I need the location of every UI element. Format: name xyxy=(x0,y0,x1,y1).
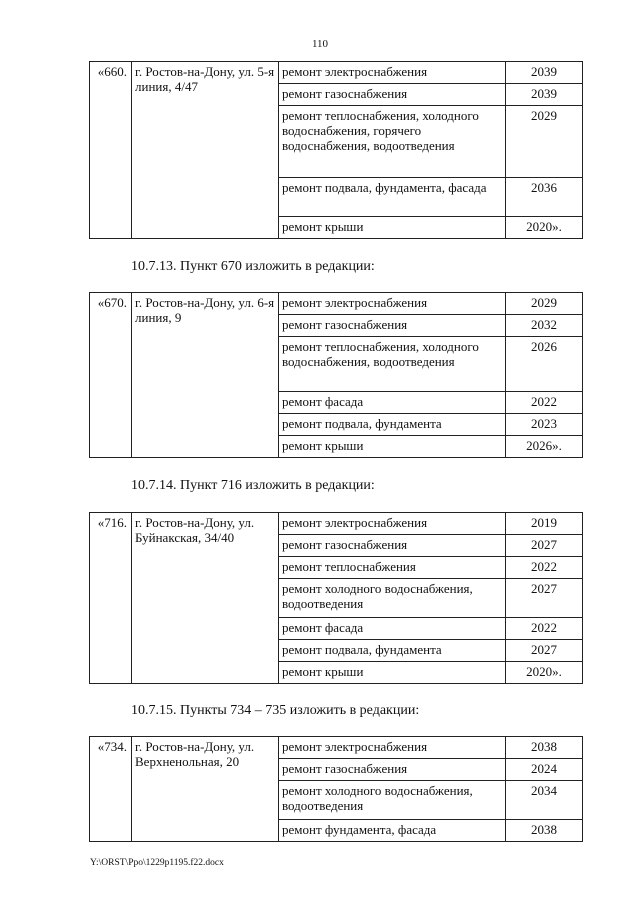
item-address: г. Ростов-на-Дону, ул. Верхненольная, 20 xyxy=(132,737,279,842)
year-cell: 2036 xyxy=(506,178,583,217)
year-cell: 2034 xyxy=(506,781,583,820)
table-item-734 xyxy=(89,736,583,842)
year-cell: 2029 xyxy=(506,106,583,178)
item-number: «660. xyxy=(90,62,132,239)
page-number: 110 xyxy=(311,38,329,50)
year-cell: 2039 xyxy=(506,84,583,106)
work-cell: ремонт крыши xyxy=(279,217,506,239)
section-heading-716: 10.7.14. Пункт 716 изложить в редакции: xyxy=(131,478,375,493)
year-cell: 2039 xyxy=(506,62,583,84)
work-cell: ремонт газоснабжения xyxy=(279,84,506,106)
work-cell: ремонт теплоснабжения, холодного водоснабжения, горячего водоснабжения, водоотведения xyxy=(279,106,506,178)
year-cell: 2020». xyxy=(506,662,583,684)
work-cell: ремонт газоснабжения xyxy=(279,315,506,337)
year-cell: 2038 xyxy=(506,820,583,842)
work-cell: ремонт электроснабжения xyxy=(279,293,506,315)
table-item-670 xyxy=(89,292,583,458)
item-address: г. Ростов-на-Дону, ул. 5-я линия, 4/47 xyxy=(132,62,279,239)
year-cell: 2023 xyxy=(506,414,583,436)
work-cell: ремонт электроснабжения xyxy=(279,513,506,535)
year-cell: 2022 xyxy=(506,557,583,579)
table-row xyxy=(90,513,583,535)
work-cell: ремонт фасада xyxy=(279,392,506,414)
work-cell: ремонт подвала, фундамента xyxy=(279,640,506,662)
table-row xyxy=(90,62,583,84)
table-item-716 xyxy=(89,512,583,684)
work-cell: ремонт фундамента, фасада xyxy=(279,820,506,842)
item-number: «716. xyxy=(90,513,132,684)
section-heading-670: 10.7.13. Пункт 670 изложить в редакции: xyxy=(131,259,375,274)
work-cell: ремонт подвала, фундамента xyxy=(279,414,506,436)
table-row xyxy=(90,293,583,315)
year-cell: 2022 xyxy=(506,392,583,414)
work-cell: ремонт фасада xyxy=(279,618,506,640)
work-cell: ремонт холодного водоснабжения, водоотведения xyxy=(279,579,506,618)
year-cell: 2027 xyxy=(506,535,583,557)
footer-file-path: Y:\ORST\Ppo\1229p1195.f22.docx xyxy=(90,858,224,868)
year-cell: 2027 xyxy=(506,579,583,618)
year-cell: 2020». xyxy=(506,217,583,239)
year-cell: 2029 xyxy=(506,293,583,315)
work-cell: ремонт подвала, фундамента, фасада xyxy=(279,178,506,217)
item-number: «670. xyxy=(90,293,132,458)
table-item-660 xyxy=(89,61,583,239)
year-cell: 2032 xyxy=(506,315,583,337)
year-cell: 2024 xyxy=(506,759,583,781)
year-cell: 2022 xyxy=(506,618,583,640)
work-cell: ремонт холодного водоснабжения, водоотведения xyxy=(279,781,506,820)
work-cell: ремонт теплоснабжения xyxy=(279,557,506,579)
work-cell: ремонт газоснабжения xyxy=(279,759,506,781)
item-address: г. Ростов-на-Дону, ул. Буйнакская, 34/40 xyxy=(132,513,279,684)
section-heading-734: 10.7.15. Пункты 734 – 735 изложить в редакции: xyxy=(131,703,420,718)
work-cell: ремонт крыши xyxy=(279,436,506,458)
work-cell: ремонт теплоснабжения, холодного водоснабжения, водоотведения xyxy=(279,337,506,392)
year-cell: 2027 xyxy=(506,640,583,662)
work-cell: ремонт крыши xyxy=(279,662,506,684)
work-cell: ремонт газоснабжения xyxy=(279,535,506,557)
year-cell: 2038 xyxy=(506,737,583,759)
item-number: «734. xyxy=(90,737,132,842)
work-cell: ремонт электроснабжения xyxy=(279,737,506,759)
item-address: г. Ростов-на-Дону, ул. 6-я линия, 9 xyxy=(132,293,279,458)
table-row xyxy=(90,737,583,759)
year-cell: 2026». xyxy=(506,436,583,458)
year-cell: 2019 xyxy=(506,513,583,535)
work-cell: ремонт электроснабжения xyxy=(279,62,506,84)
year-cell: 2026 xyxy=(506,337,583,392)
